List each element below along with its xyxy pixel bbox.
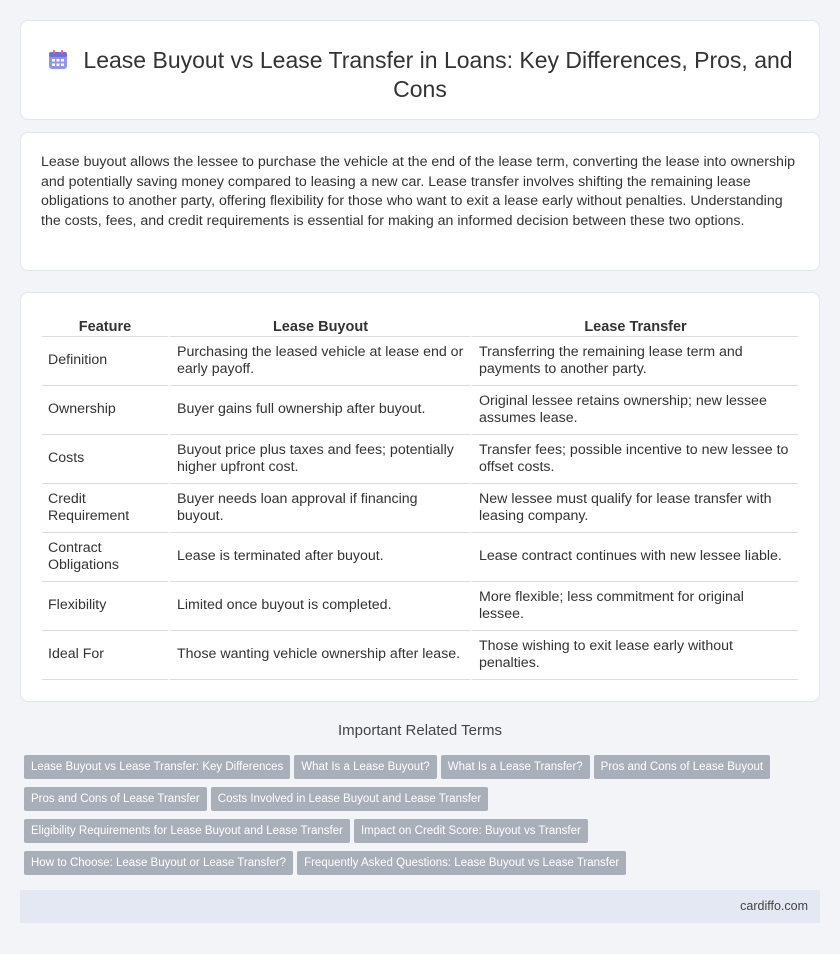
related-term-tag[interactable]: Pros and Cons of Lease Transfer [24, 787, 207, 811]
transfer-cell: Those wishing to exit lease early without penalties. [470, 631, 798, 680]
footer [20, 890, 820, 923]
page-title: Lease Buyout vs Lease Transfer in Loans: Key Differences, Pros, and Cons [83, 47, 793, 102]
transfer-cell: Original lessee retains ownership; new lessee assumes lease. [470, 386, 798, 435]
table-row [42, 533, 798, 582]
feature-cell: Contract Obligations [42, 533, 168, 582]
buyout-cell: Buyer needs loan approval if financing buyout. [168, 484, 470, 533]
table-row [42, 337, 798, 386]
buyout-cell: Limited once buyout is completed. [168, 582, 470, 631]
intro-paragraph: Lease buyout allows the lessee to purchase the vehicle at the end of the lease term, converting the lease into ownership and potentially saving money compared to leasing a new car. Lease transfer involves shifting the remaining lease obligations to another party, offering flexibility for those who want to exit a lease early without penalties. Understanding the costs, fees, and credit requirements is essential for making an informed decision between these two options. [41, 154, 795, 229]
transfer-cell: Lease contract continues with new lessee liable. [470, 533, 798, 582]
header-feature: Feature [42, 315, 168, 337]
related-term-tag[interactable]: Impact on Credit Score: Buyout vs Transfer [354, 819, 588, 843]
table-row [42, 435, 798, 484]
related-terms-title: Important Related Terms [338, 722, 502, 739]
transfer-cell: Transferring the remaining lease term and payments to another party. [470, 337, 798, 386]
calendar-icon [47, 49, 69, 71]
feature-cell: Ownership [42, 386, 168, 435]
related-term-tag[interactable]: How to Choose: Lease Buyout or Lease Transfer? [24, 851, 293, 875]
buyout-cell: Lease is terminated after buyout. [168, 533, 470, 582]
header-lease-transfer: Lease Transfer [470, 315, 798, 337]
related-term-tag[interactable]: What Is a Lease Buyout? [294, 755, 437, 779]
feature-cell: Costs [42, 435, 168, 484]
intro-card [20, 132, 820, 271]
related-term-tag[interactable]: Frequently Asked Questions: Lease Buyout vs Lease Transfer [297, 851, 626, 875]
transfer-cell: More flexible; less commitment for original lessee. [470, 582, 798, 631]
table-row [42, 582, 798, 631]
table-row [42, 484, 798, 533]
buyout-cell: Those wanting vehicle ownership after lease. [168, 631, 470, 680]
table-header-row [42, 315, 798, 337]
feature-cell: Definition [42, 337, 168, 386]
comparison-card [20, 292, 820, 702]
feature-cell: Credit Requirement [42, 484, 168, 533]
related-term-tag[interactable]: What Is a Lease Transfer? [441, 755, 590, 779]
related-term-tag[interactable]: Costs Involved in Lease Buyout and Lease Transfer [211, 787, 488, 811]
related-term-tag[interactable]: Eligibility Requirements for Lease Buyout and Lease Transfer [24, 819, 350, 843]
related-terms-list [24, 755, 824, 883]
comparison-table [42, 315, 798, 680]
table-row [42, 386, 798, 435]
transfer-cell: New lessee must qualify for lease transfer with leasing company. [470, 484, 798, 533]
feature-cell: Flexibility [42, 582, 168, 631]
header-card [20, 20, 820, 120]
buyout-cell: Purchasing the leased vehicle at lease end or early payoff. [168, 337, 470, 386]
related-term-tag[interactable]: Lease Buyout vs Lease Transfer: Key Differences [24, 755, 290, 779]
related-term-tag[interactable]: Pros and Cons of Lease Buyout [594, 755, 770, 779]
buyout-cell: Buyer gains full ownership after buyout. [168, 386, 470, 435]
feature-cell: Ideal For [42, 631, 168, 680]
transfer-cell: Transfer fees; possible incentive to new lessee to offset costs. [470, 435, 798, 484]
buyout-cell: Buyout price plus taxes and fees; potentially higher upfront cost. [168, 435, 470, 484]
header-lease-buyout: Lease Buyout [168, 315, 470, 337]
footer-site-link[interactable]: cardiffo.com [740, 899, 808, 913]
page-title-wrap [21, 46, 819, 104]
table-row [42, 631, 798, 680]
